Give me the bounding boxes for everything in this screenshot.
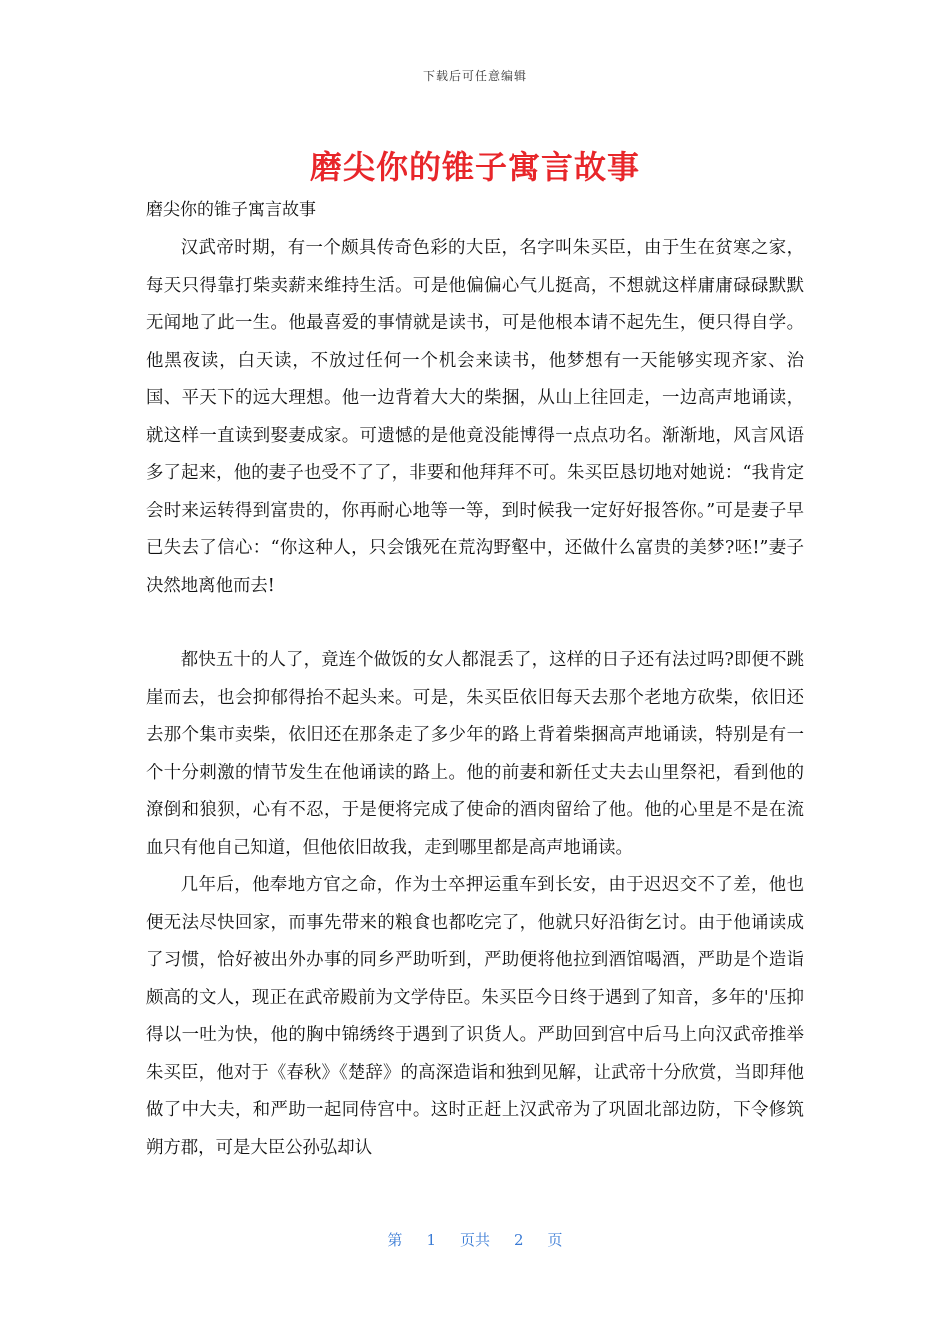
header-note: 下载后可任意编辑 — [422, 69, 527, 83]
page-total: 2 — [514, 1231, 524, 1249]
page-mid: 页共 — [459, 1231, 490, 1249]
page-current: 1 — [426, 1231, 436, 1249]
paragraph: 都快五十的人了，竟连个做饭的女人都混丢了，这样的日子还有法过吗?即便不跳崖而去，也会抑郁得抬不起头来。可是，朱买臣依旧每天去那个老地方砍柴，依旧还去那个集市卖柴，依旧还在那条走了多少年的路上背着柴捆高声地诵读，特别是有一个十分刺激的情节发生在他诵读的路上。他的前妻和新任丈夫去山里祭祀，看到他的潦倒和狼狈，心有不忍，于是便将完成了使命的酒肉留给了他。他的心里是不是在流血只有他自己知道，但他依旧故我，走到哪里都是高声地诵读。 — [146, 650, 804, 858]
document-body — [146, 230, 804, 1167]
paragraph: 汉武帝时期，有一个颇具传奇色彩的大臣，名字叫朱买臣，由于生在贫寒之家，每天只得靠打柴卖薪来维持生活。可是他偏偏心气儿挺高，不想就这样庸庸碌碌默默无闻地了此一生。他最喜爱的事情就是读书，可是他根本请不起先生，便只得自学。他黑夜读，白天读，不放过任何一个机会来读书，他梦想有一天能够实现齐家、治国、平天下的远大理想。他一边背着大大的柴捆，从山上往回走，一边高声地诵读，就这样一直读到娶妻成家。可遗憾的是他竟没能博得一点点功名。渐渐地，风言风语多了起来，他的妻子也受不了了，非要和他拜拜不可。朱买臣恳切地对她说：“我肯定会时来运转得到富贵的，你再耐心地等一等，到时候我一定好好报答你。”可是妻子早已失去了信心：“你这种人，只会饿死在荒沟野壑中，还做什么富贵的美梦?呸!”妻子决然地离他而去! — [146, 238, 804, 596]
page-footer — [0, 1229, 950, 1250]
document-title: 磨尖你的锥子寓言故事 — [309, 148, 640, 186]
page-prefix: 第 — [387, 1231, 403, 1249]
page-suffix: 页 — [547, 1231, 563, 1249]
paragraph: 几年后，他奉地方官之命，作为士卒押运重车到长安，由于迟迟交不了差，他也便无法尽快回家，而事先带来的粮食也都吃完了，他就只好沿街乞讨。由于他诵读成了习惯，恰好被出外办事的同乡严助听到，严助便将他拉到酒馆喝酒，严助是个造诣颇高的文人，现正在武帝殿前为文学侍臣。朱买臣今日终于遇到了知音，多年的'压抑得以一吐为快，他的胸中锦绣终于遇到了识货人。严助回到宫中后马上向汉武帝推举朱买臣，他对于《春秋》《楚辞》的高深造诣和独到见解，让武帝十分欣赏，当即拜他做了中大夫，和严助一起同侍宫中。这时正赶上汉武帝为了巩固北部边防，下令修筑朔方郡，可是大臣公孙弘却认 — [146, 875, 804, 1158]
document-subtitle: 磨尖你的锥子寓言故事 — [146, 200, 316, 220]
